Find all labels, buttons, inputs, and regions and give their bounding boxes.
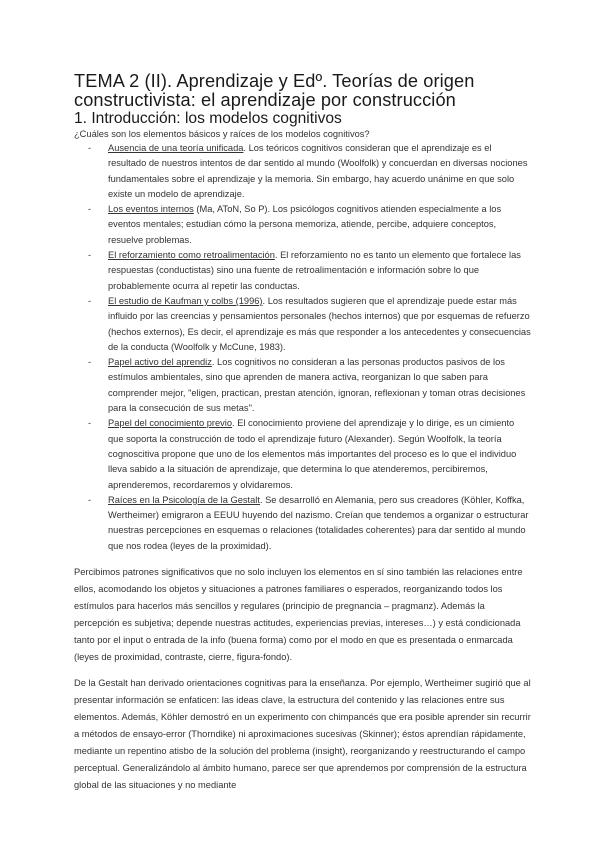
list-item (74, 141, 532, 202)
list-item (74, 416, 532, 492)
item-text: (Ma, AToN, So P). Los psicólogos cognitivos atienden especialmente a los eventos mentales; estudian cómo la persona memoriza, atiende, percibe, adquiere conceptos, resuelve problemas. (108, 204, 502, 245)
list-dash: - (88, 418, 92, 429)
list-dash: - (88, 295, 92, 306)
item-heading: El estudio de Kaufman y colbs (1996) (108, 295, 263, 306)
intro-question: ¿Cuáles son los elementos básicos y raíces de los modelos cognitivos? (74, 129, 370, 139)
document-page (74, 72, 532, 794)
item-heading: El reforzamiento como retroalimentación (108, 250, 275, 261)
list-dash: - (88, 494, 92, 505)
item-text: . Los cognitivos no consideran a las personas productos pasivos de los estímulos ambientales, sino que aprenden de manera activa, reorganizan lo que saben para comprender mejor, "eligen, practican, prestan atención, ignoran, reflexionan y toman otras decisiones para la consecución de sus metas". (108, 357, 526, 414)
list-item (74, 355, 532, 416)
item-text: . Se desarrolló en Alemania, pero sus creadores (Köhler, Koffka, Wertheimer) emigraron a EEUU huyendo del nazismo. Creían que tendemos a organizar o estructurar nuestras percepciones en esquemas o relaciones (totalidades coherentes) para dar sentido al mundo que nos rodea (leyes de la proximidad). (108, 494, 529, 551)
list-item (74, 294, 532, 355)
list-item (74, 493, 532, 554)
list-dash: - (88, 357, 92, 368)
document-title: TEMA 2 (II). Aprendizaje y Edº. Teorías de origen constructivista: el aprendizaje por construcción (74, 71, 475, 110)
list-item (74, 248, 532, 294)
item-heading: Ausencia de una teoría unificada (108, 143, 244, 153)
body-paragraph: De la Gestalt han derivado orientaciones cognitivas para la enseñanza. Por ejemplo, Wertheimer sugirió que al presentar información se enfaticen: las ideas clave, la estructura del contenido y las relaciones entre sus elementos. Además, Köhler demostró en un experimento con chimpancés que era posible aprender sin recurrir a métodos de ensayo-error (Thorndike) ni aproximaciones sucesivas (Skinner); éstos aprendían rápidamente, mediante un repentino atisbo de la solución del problema (insight), reorganizando y reestructurando el campo perceptual. Generalizándolo al ámbito humano, parece ser que aprendemos por comprensión de la estructura global de las situaciones y no mediante (74, 678, 531, 790)
list-dash: - (88, 204, 92, 215)
item-text: . El reforzamiento no es tanto un elemento que fortalece las respuestas (conductistas) sino una fuente de retroalimentación e información sobre lo que probablemente ocurra al repetir las conductas. (108, 250, 521, 291)
body-paragraph: Percibimos patrones significativos que no solo incluyen los elementos en sí sino también las relaciones entre ellos, acomodando los objetos y situaciones a patrones familiares o esperados, reorganizando todos los estímulos para hacerlos más sencillos y regulares (principio de pregnancia – pragmanz). Además la percepción es subjetiva; depende nuestras actitudes, experiencias previas, intereses…) y está condicionada tanto por el input o entrada de la info (buena forma) como por el modo en que es presentada o enmarcada (leyes de proximidad, contraste, cierre, figura-fondo). (74, 567, 523, 662)
item-text: . Los teóricos cognitivos consideran que el aprendizaje es el resultado de nuestros intentos de dar sentido al mundo (Woolfolk) y concuerdan en diversas nociones fundamentales sobre el aprendizaje y la memoria. Sin embargo, hay acuerdo unánime en que solo existe un modelo de aprendizaje. (108, 143, 528, 199)
list-dash: - (88, 250, 92, 261)
item-heading: Papel del conocimiento previo (108, 418, 233, 429)
elements-list (74, 141, 532, 554)
list-item (74, 202, 532, 248)
list-dash: - (88, 143, 92, 153)
item-heading: Los eventos internos (108, 204, 194, 215)
item-heading: Raíces en la Psicología de la Gestalt (108, 494, 260, 505)
item-text: . El conocimiento proviene del aprendizaje y lo dirige, es un cimiento que soporta la construcción de todo el aprendizaje futuro (Alexander). Según Woolfolk, la teoría cognoscitiva propone que uno de los elementos más importantes del proceso es lo que el individuo lleva sabido a la situación de aprendizaje, que determina lo que atenderemos, percibiremos, aprenderemos, recordaremos y olvidaremos. (108, 418, 517, 490)
item-heading: Papel activo del aprendiz (108, 357, 212, 368)
section-heading: 1. Introducción: los modelos cognitivos (74, 110, 342, 127)
item-text: . Los resultados sugieren que el aprendizaje puede estar más influido por las creencias y pensamientos personales (hechos internos) que por esquemas de refuerzo (hechos externos), Es decir, el aprendizaje es más que responder a los antecedentes y consecuencias de la conducta (Woolfolk y McCune, 1983). (108, 295, 531, 352)
